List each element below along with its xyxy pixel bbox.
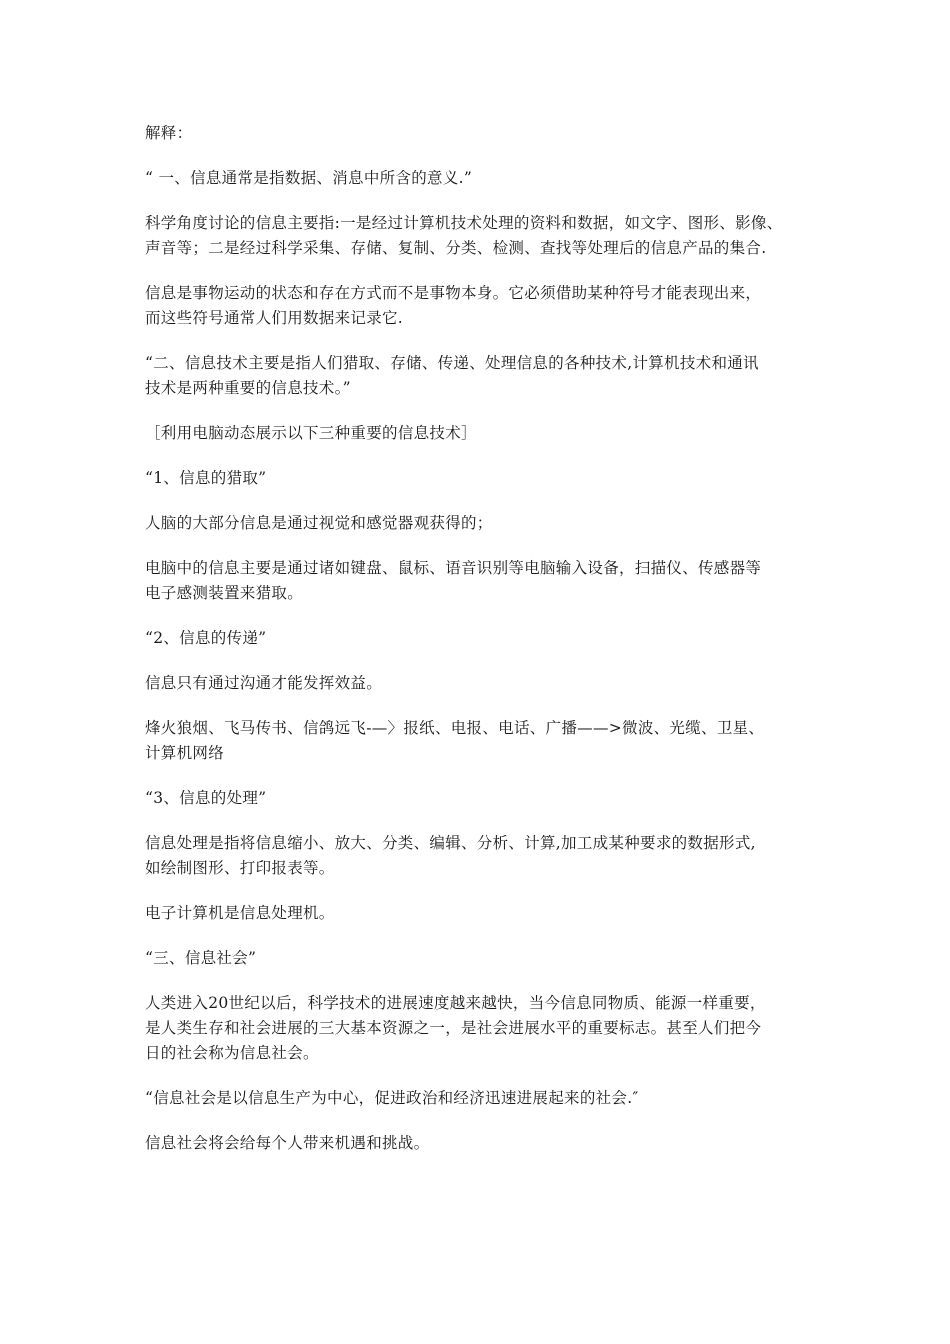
text-line: 日的社会称为信息社会。 xyxy=(145,1044,319,1062)
text-line: 信息是事物运动的状态和存在方式而不是事物本身。它必须借助某种符号才能表现出来， xyxy=(145,284,762,302)
paragraph-twentieth-century xyxy=(145,991,835,1066)
text-line: 是人类生存和社会进展的三大基本资源之一，是社会进展水平的重要标志。甚至人们把今 xyxy=(145,1019,762,1037)
document-body xyxy=(145,121,835,1176)
text-line: 信息社会将会给每个人带来机遇和挑战。 xyxy=(145,1134,430,1152)
paragraph-heading-acquisition xyxy=(145,466,835,491)
text-line: “3、信息的处理” xyxy=(145,789,267,807)
paragraph-transmission-history xyxy=(145,716,835,766)
text-line: “信息社会是以信息生产为中心，促进政治和经济迅速进展起来的社会.″ xyxy=(145,1089,639,1107)
text-line: 解释： xyxy=(145,124,193,142)
paragraph-society-quote xyxy=(145,1086,835,1111)
paragraph-opportunity xyxy=(145,1131,835,1156)
paragraph-human-brain xyxy=(145,511,835,536)
text-line: ［利用电脑动态展示以下三种重要的信息技术］ xyxy=(145,424,477,442)
paragraph-heading-processing xyxy=(145,786,835,811)
paragraph-processing-definition xyxy=(145,831,835,881)
paragraph-quote-one xyxy=(145,166,835,191)
paragraph-explanation-heading xyxy=(145,121,835,146)
text-line: 电子感测装置来猎取。 xyxy=(145,584,304,602)
paragraph-quote-two xyxy=(145,351,835,401)
text-line: 而这些符号通常人们用数据来记录它. xyxy=(145,309,404,327)
text-line: “二、信息技术主要是指人们猎取、存储、传递、处理信息的各种技术,计算机技术和通讯 xyxy=(145,354,759,372)
text-line: “ 一、信息通常是指数据、消息中所含的意义.” xyxy=(145,169,473,187)
paragraph-computer-input xyxy=(145,556,835,606)
text-line: 计算机网络 xyxy=(145,744,225,762)
paragraph-heading-transmission xyxy=(145,626,835,651)
text-line: 电子计算机是信息处理机。 xyxy=(145,904,335,922)
paragraph-computer-processor xyxy=(145,901,835,926)
text-line: 声音等；二是经过科学采集、存储、复制、分类、检测、查找等处理后的信息产品的集合. xyxy=(145,239,767,257)
paragraph-communication xyxy=(145,671,835,696)
text-line: “1、信息的猎取” xyxy=(145,469,267,487)
paragraph-heading-info-society xyxy=(145,946,835,971)
text-line: 信息只有通过沟通才能发挥效益。 xyxy=(145,674,383,692)
paragraph-demo-note xyxy=(145,421,835,446)
text-line: 电脑中的信息主要是通过诸如键盘、鼠标、语音识别等电脑输入设备，扫描仪、传感器等 xyxy=(145,559,762,577)
text-line: 人脑的大部分信息是通过视觉和感觉器观获得的； xyxy=(145,514,493,532)
text-line: 信息处理是指将信息缩小、放大、分类、编辑、分析、计算,加工成某种要求的数据形式, xyxy=(145,834,756,852)
text-line: 技术是两种重要的信息技术。” xyxy=(145,379,351,397)
text-line: “三、信息社会” xyxy=(145,949,257,967)
text-line: 烽火狼烟、飞马传书、信鸽远飞-—〉报纸、电报、电话、广播——>微波、光缆、卫星、 xyxy=(145,719,765,737)
paragraph-science-definition xyxy=(145,211,835,261)
text-line: 人类进入20世纪以后，科学技术的进展速度越来越快，当今信息同物质、能源一样重要， xyxy=(145,994,766,1012)
text-line: 科学角度讨论的信息主要指:一是经过计算机技术处理的资料和数据，如文字、图形、影像、 xyxy=(145,214,783,232)
text-line: 如绘制图形、打印报表等。 xyxy=(145,859,335,877)
paragraph-info-nature xyxy=(145,281,835,331)
text-line: “2、信息的传递” xyxy=(145,629,267,647)
